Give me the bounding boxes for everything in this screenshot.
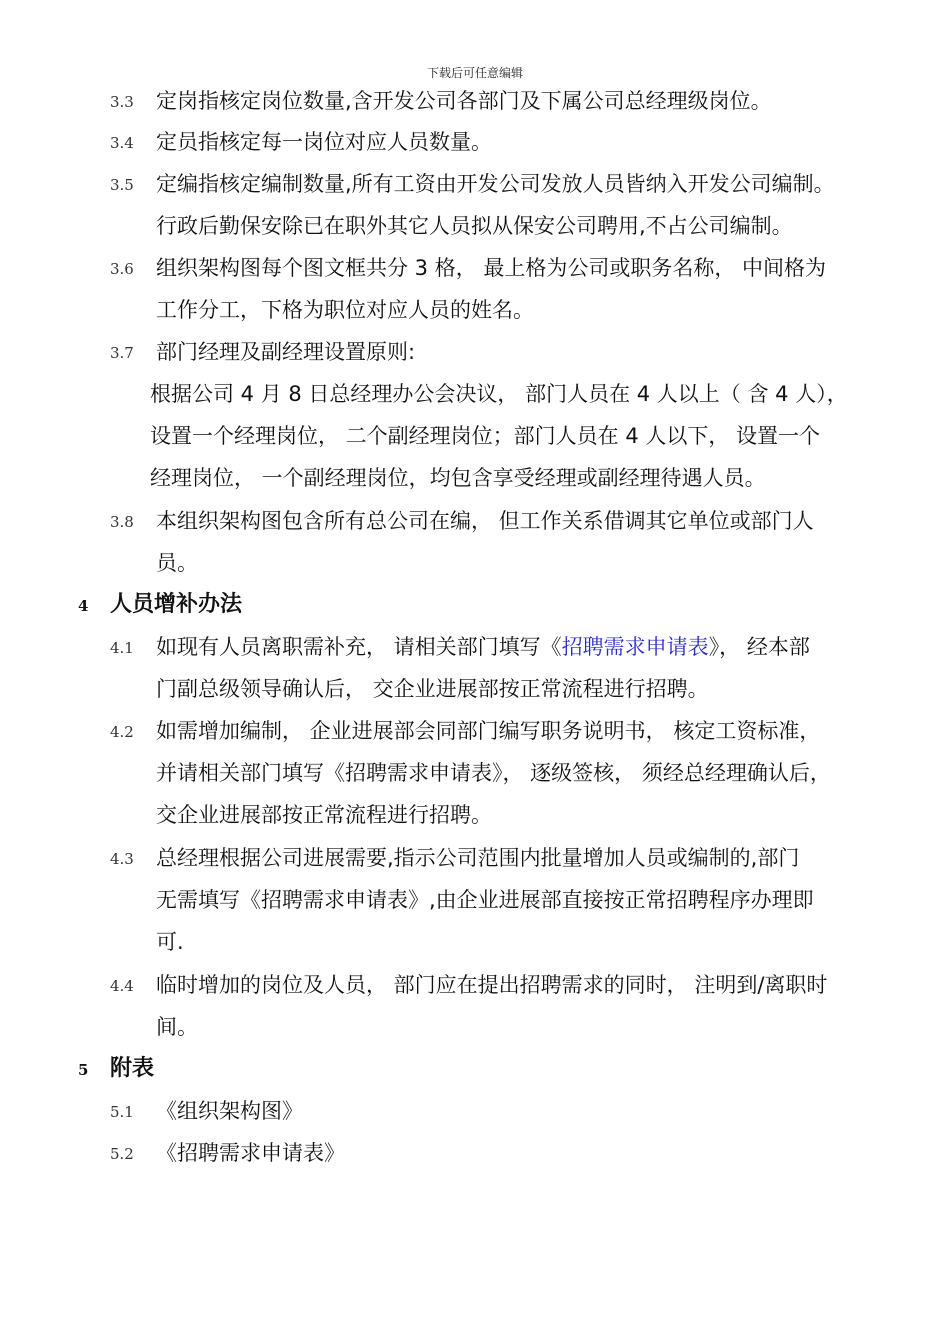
section-title: 人员增补办法	[110, 592, 243, 617]
clause-number: 4.3	[110, 850, 134, 868]
paragraph-line: 设置一个经理岗位， 二个副经理岗位；部门人员在 4 人以下， 设置一个	[150, 424, 821, 448]
clause-number: 3.4	[110, 134, 134, 152]
clause-text: 部门经理及副经理设置原则:	[156, 340, 416, 364]
clause-text: 并请相关部门填写《招聘需求申请表》， 逐级签核， 须经总经理确认后，	[156, 761, 831, 785]
clause-text: 总经理根据公司进展需要,指示公司范围内批量增加人员或编制的,部门	[156, 846, 800, 870]
clause-text	[156, 626, 810, 668]
section-title: 附表	[110, 1056, 155, 1081]
clause-text: 临时增加的岗位及人员， 部门应在提出招聘需求的同时， 注明到/离职时	[156, 973, 828, 997]
clause-number: 3.5	[110, 176, 134, 194]
clause-number: 4.2	[110, 723, 134, 741]
clause-text: 定编指核定编制数量,所有工资由开发公司发放人员皆纳入开发公司编制。	[156, 172, 835, 196]
clause-number: 5.1	[110, 1103, 134, 1121]
page-header: 下载后可任意编辑	[426, 66, 523, 80]
clause-text: 定岗指核定岗位数量,含开发公司各部门及下属公司总经理级岗位。	[156, 89, 772, 113]
clause-text: 本组织架构图包含所有总公司在编， 但工作关系借调其它单位或部门人	[156, 509, 814, 533]
clause-text: 《招聘需求申请表》	[156, 1141, 345, 1165]
clause-text: 门副总级领导确认后， 交企业进展部按正常流程进行招聘。	[156, 677, 709, 701]
text-before-link: 如现有人员离职需补充， 请相关部门填写《	[156, 635, 562, 659]
clause-text: 员。	[156, 551, 198, 575]
recruitment-form-link[interactable]: 招聘需求申请表	[561, 635, 709, 659]
clause-number: 5.2	[110, 1145, 134, 1163]
paragraph-line: 根据公司 4 月 8 日总经理办公会决议， 部门人员在 4 人以上（ 含 4 人），	[150, 382, 848, 406]
section-number: 4	[78, 597, 89, 615]
text-after-link: 》， 经本部	[708, 635, 810, 659]
clause-text: 《组织架构图》	[156, 1099, 303, 1123]
clause-number: 4.1	[110, 639, 134, 657]
paragraph-line: 经理岗位， 一个副经理岗位，均包含享受经理或副经理待遇人员。	[150, 466, 766, 490]
clause-text: 工作分工，下格为职位对应人员的姓名。	[156, 298, 534, 322]
clause-text: 定员指核定每一岗位对应人员数量。	[156, 130, 492, 154]
clause-text: 组织架构图每个图文框共分 3 格， 最上格为公司或职务名称， 中间格为	[156, 256, 827, 280]
clause-number: 3.8	[110, 513, 134, 531]
clause-number: 3.7	[110, 344, 134, 362]
clause-text: 如需增加编制， 企业进展部会同部门编写职务说明书， 核定工资标准，	[156, 719, 821, 743]
clause-text: 可.	[156, 930, 184, 954]
clause-number: 4.4	[110, 977, 134, 995]
clause-number: 3.6	[110, 260, 134, 278]
clause-text: 间。	[156, 1015, 198, 1039]
clause-text: 行政后勤保安除已在职外其它人员拟从保安公司聘用,不占公司编制。	[156, 214, 793, 238]
clause-text: 交企业进展部按正常流程进行招聘。	[156, 803, 492, 827]
clause-text: 无需填写《招聘需求申请表》,由企业进展部直接按正常招聘程序办理即	[156, 888, 814, 912]
clause-number: 3.3	[110, 93, 134, 111]
section-number: 5	[78, 1061, 89, 1079]
